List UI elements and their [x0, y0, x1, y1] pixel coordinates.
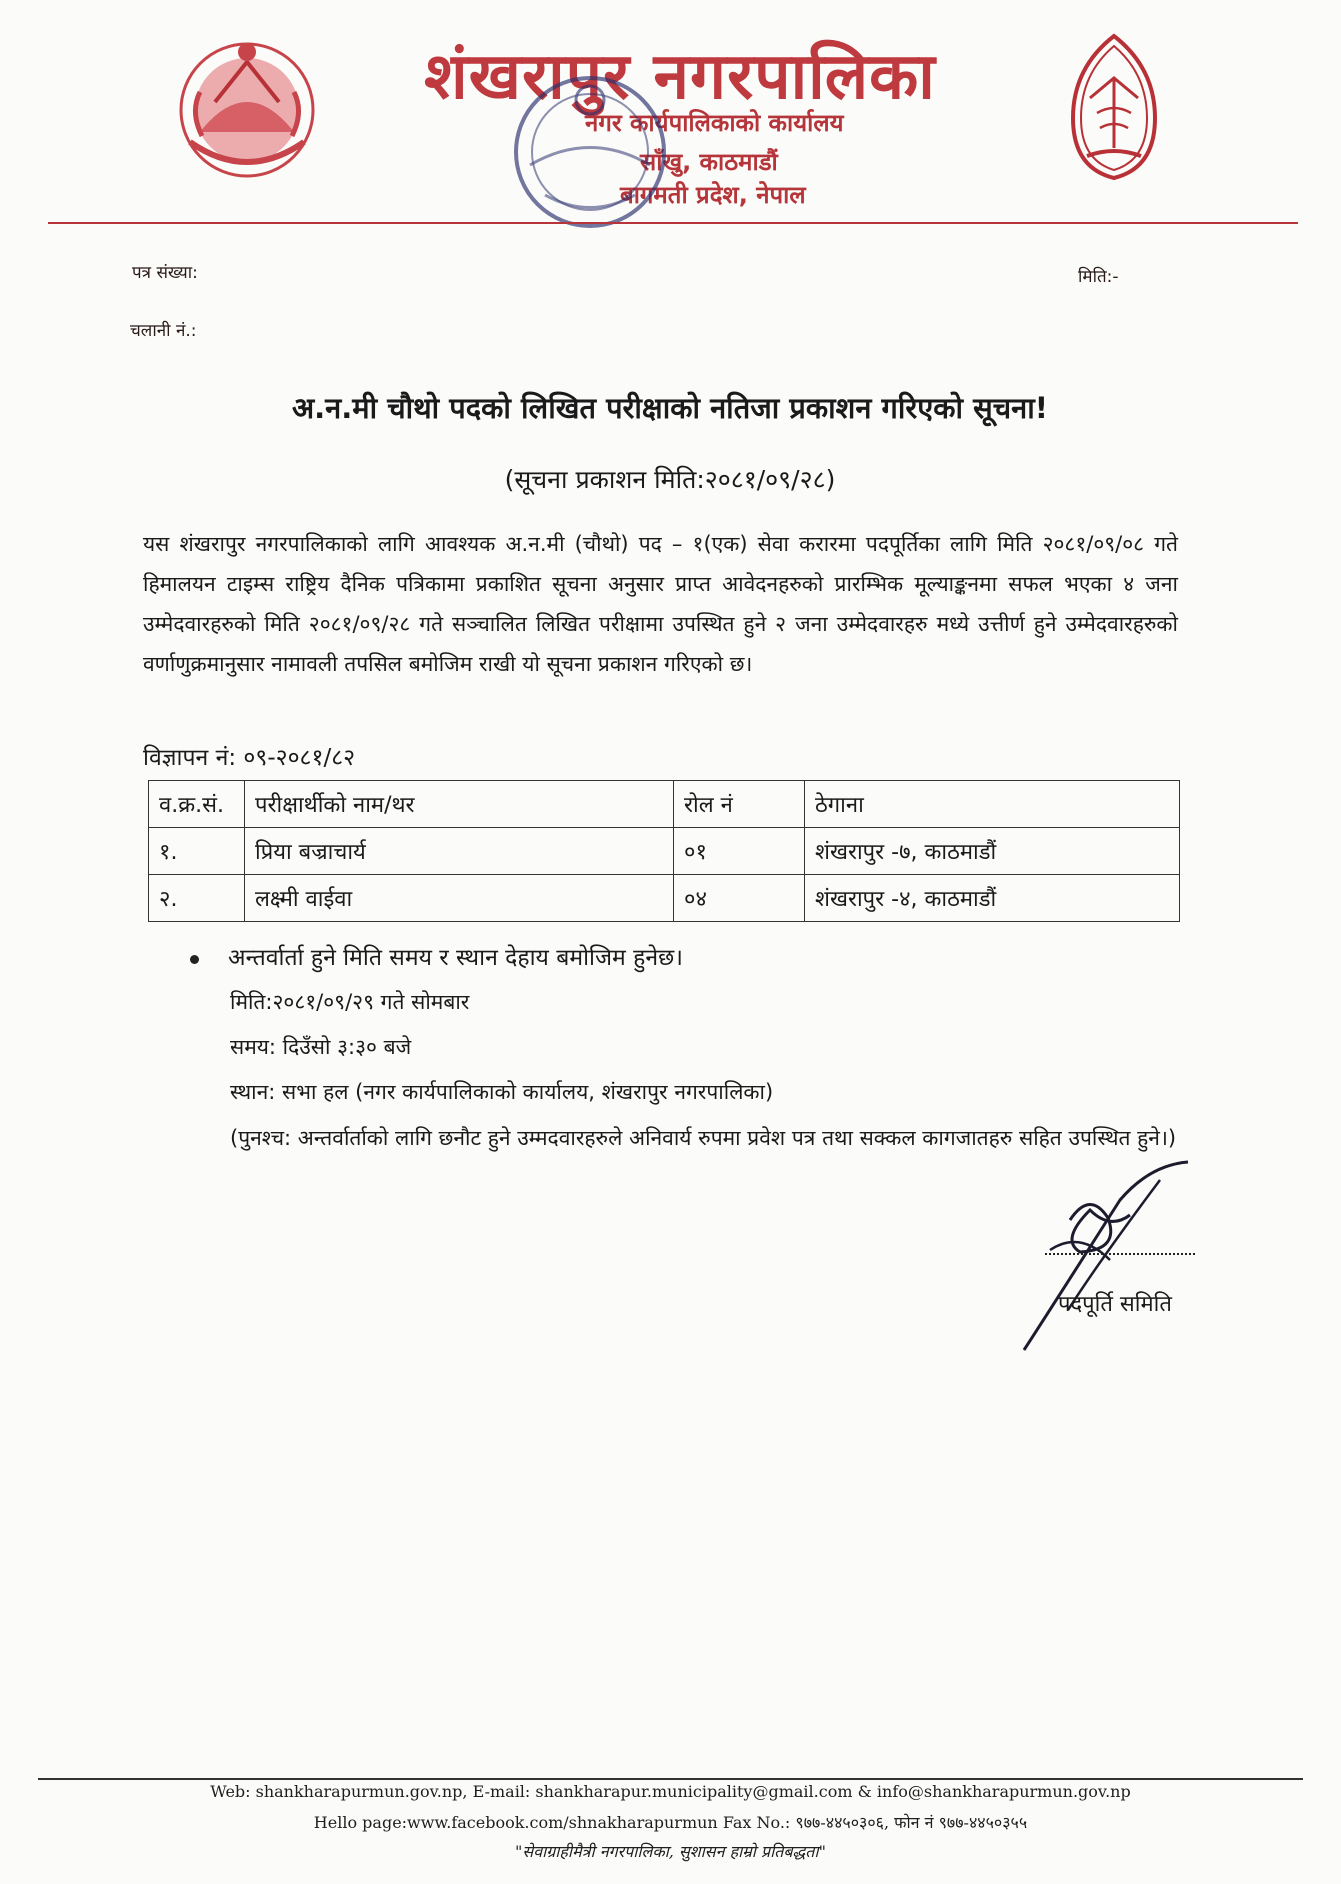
notice-title: अ.न.मी चौथो पदको लिखित परीक्षाको नतिजा प्रकाशन गरिएको सूचना!: [291, 391, 1049, 425]
footer-slogan: "सेवाग्राहीमैत्री नगरपालिका, सुशासन हाम्रो प्रतिबद्धता": [515, 1842, 826, 1861]
table-cell: लक्ष्मी वाईवा: [245, 875, 674, 922]
handwritten-signature: [1010, 1160, 1210, 1360]
column-header: रोल नं: [674, 781, 805, 828]
table-cell: २.: [149, 875, 245, 922]
table-cell: ०१: [674, 828, 805, 875]
column-header: परीक्षार्थीको नाम/थर: [245, 781, 674, 828]
org-name: शंखरापुर नगरपालिका: [424, 40, 936, 114]
table-header-row: [149, 781, 1180, 828]
ref-no-label: पत्र संख्या:: [132, 263, 198, 283]
footer-social: Hello page:www.facebook.com/shnakharapurmun Fax No.: ९७७-४४५०३०६, फोन नं ९७७-४४५०३५५: [313, 1813, 1028, 1832]
municipality-logo-icon: [1055, 28, 1173, 188]
table-row: [149, 875, 1180, 922]
table-cell: ०४: [674, 875, 805, 922]
advertisement-number: विज्ञापन नं: ०९-२०८१/८२: [143, 745, 356, 771]
footer-divider: [38, 1778, 1303, 1780]
office-line: नगर कार्यपालिकाको कार्यालय: [585, 109, 844, 137]
table-row: [149, 828, 1180, 875]
signature-line: [1045, 1253, 1195, 1255]
table-cell: १.: [149, 828, 245, 875]
province-line: बागमती प्रदेश, नेपाल: [620, 181, 806, 209]
publish-date: (सूचना प्रकाशन मिति:२०८१/०९/२८): [504, 465, 836, 494]
notice-body: यस शंखरापुर नगरपालिकाको लागि आवश्यक अ.न.मी (चौथो) पद – १(एक) सेवा करारमा पदपूर्तिका लागि मिति २०८१/०९/०८ गते हिमालयन टाइम्स राष्ट्रिय दैनिक पत्रिकामा प्रकाशित सूचना अनुसार प्राप्त आवेदनहरुको प्रारम्भिक मूल्याङ्कनमा सफल भएका ४ जना उम्मेदवारहरुको मिति २०८१/०९/२८ गते सञ्चालित लिखित परीक्षामा उपस्थित हुने २ जना उम्मेदवारहरु मध्ये उत्तीर्ण हुने उम्मेदवारहरुको वर्णाणुक्रमानुसार नामावली तपसिल बमोजिम राखी यो सूचना प्रकाशन गरिएको छ।: [143, 532, 1178, 676]
footer-contact: Web: shankharapurmun.gov.np, E-mail: shankharapur.municipality@gmail.com & info@shankharapurmun.gov.np: [210, 1782, 1131, 1801]
district-line: साँखु, काठमाडौं: [640, 148, 778, 176]
interview-venue: स्थान: सभा हल (नगर कार्यपालिकाको कार्यालय, शंखरापुर नगरपालिका): [230, 1080, 774, 1104]
signatory-label: पदपूर्ति समिति: [1058, 1292, 1172, 1317]
column-header: ठेगाना: [805, 781, 1180, 828]
letterhead-divider: [48, 222, 1298, 224]
interview-heading: अन्तर्वार्ता हुने मिति समय र स्थान देहाय बमोजिम हुनेछ।: [228, 945, 683, 971]
bullet-icon: [190, 955, 199, 964]
interview-note: (पुनश्च: अन्तर्वार्ताको लागि छनौट हुने उम्मदवारहरुले अनिवार्य रुपमा प्रवेश पत्र तथा सक्कल कागजातहरु सहित उपस्थित हुने।): [230, 1126, 1177, 1150]
column-header: व.क्र.सं.: [149, 781, 245, 828]
result-table: [148, 780, 1180, 922]
interview-time: समय: दिउँसो ३:३० बजे: [230, 1035, 412, 1059]
table-cell: शंखरापुर -४, काठमाडौं: [805, 875, 1180, 922]
date-label: मिति:-: [1078, 267, 1119, 287]
table-cell: प्रिया बज्राचार्य: [245, 828, 674, 875]
interview-date: मिति:२०८१/०९/२९ गते सोमबार: [230, 990, 470, 1014]
table-cell: शंखरापुर -७, काठमाडौं: [805, 828, 1180, 875]
dispatch-label: चलानी नं.:: [130, 321, 197, 341]
nepal-emblem-icon: [170, 32, 325, 182]
